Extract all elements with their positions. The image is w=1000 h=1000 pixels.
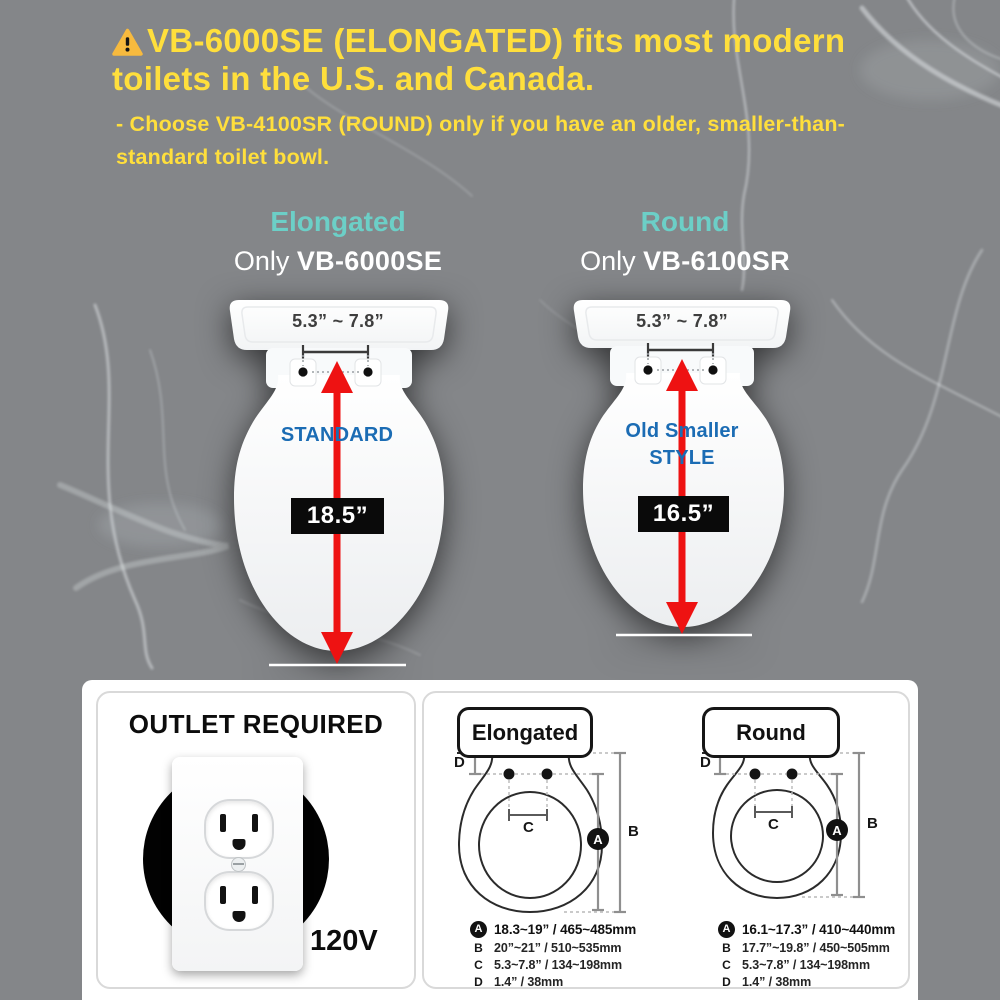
- outlet-slot-icon: [252, 814, 258, 832]
- subtitle-line2: standard toilet bowl.: [116, 145, 330, 169]
- header-title: [112, 22, 912, 98]
- table-row: [470, 957, 636, 973]
- round-top-width-label: 5.3” ~ 7.8”: [636, 311, 728, 331]
- elongated-model-line: [208, 246, 468, 277]
- header-subtitle: [116, 108, 916, 174]
- table-row: [718, 957, 895, 973]
- outlet-screw-icon: [231, 857, 246, 872]
- outlet-title: OUTLET REQUIRED: [128, 709, 384, 739]
- round-length-badge: 16.5”: [638, 496, 729, 532]
- dim-a-value: 18.3~19” / 465~485mm: [494, 921, 637, 937]
- round-fit-label-line1: Old Smaller: [625, 420, 739, 442]
- dim-a-value: 16.1~17.3” / 410~440mm: [742, 921, 896, 937]
- dim-b-key: B: [722, 941, 731, 955]
- voltage-label: 120V: [310, 925, 378, 957]
- elongated-dim-d-label: D: [454, 754, 465, 771]
- dim-d-key: D: [722, 975, 731, 989]
- table-row: [718, 940, 895, 956]
- dim-b-key: B: [474, 941, 483, 955]
- dim-a-badge: A: [718, 921, 735, 938]
- dim-c-value: 5.3~7.8” / 134~198mm: [494, 958, 622, 972]
- outlet-socket-top: [204, 799, 274, 859]
- table-row: [470, 940, 636, 956]
- outlet-required-card: [96, 691, 416, 989]
- outlet-ground-hole-icon: [233, 839, 246, 850]
- round-dim-c-label: C: [768, 816, 779, 833]
- round-fit-label-line2: STYLE: [649, 447, 715, 469]
- round-dim-b-label: B: [867, 815, 878, 832]
- spec-elongated-label: Elongated: [457, 707, 593, 758]
- table-row: [470, 974, 636, 990]
- warning-icon: [112, 28, 143, 57]
- outlet-ground-hole-icon: [233, 911, 246, 922]
- round-dimension-table: [718, 920, 895, 991]
- elongated-top-width-label: 5.3” ~ 7.8”: [292, 311, 384, 331]
- header-title-line2: toilets in the U.S. and Canada.: [112, 60, 595, 97]
- spec-round-label: Round: [702, 707, 840, 758]
- dim-d-key: D: [474, 975, 483, 989]
- elongated-style-heading: Elongated: [270, 206, 406, 237]
- round-style-heading: Round: [640, 206, 730, 237]
- dimensions-spec-card: [422, 691, 910, 989]
- outlet-faceplate: [172, 757, 303, 971]
- round-model-line: [555, 246, 815, 277]
- elongated-fit-label: STANDARD: [280, 424, 394, 446]
- dim-c-value: 5.3~7.8” / 134~198mm: [742, 958, 870, 972]
- round-dim-a-badge: A: [826, 819, 848, 841]
- elongated-model: VB-6000SE: [296, 246, 443, 276]
- title-text-line1: VB-6000SE (ELONGATED) fits most modern: [147, 22, 846, 59]
- round-dim-d-label: D: [700, 754, 711, 771]
- table-row: [718, 920, 895, 938]
- dim-b-value: 17.7”~19.8” / 450~505mm: [742, 941, 890, 955]
- round-fit-label: [607, 418, 757, 472]
- subtitle-line1: - Choose VB-4100SR (ROUND) only if you have an older, smaller-than-: [116, 112, 846, 136]
- elongated-length-badge: 18.5”: [291, 498, 384, 534]
- header-title-line1: [112, 22, 912, 60]
- bottom-panel-strip: [82, 680, 918, 1000]
- dim-d-value: 1.4” / 38mm: [742, 975, 812, 989]
- elongated-only-prefix: Only: [233, 246, 297, 276]
- dim-d-value: 1.4” / 38mm: [494, 975, 564, 989]
- outlet-slot-icon: [220, 814, 226, 832]
- elongated-dimension-table: [470, 920, 636, 991]
- dim-b-value: 20”~21” / 510~535mm: [494, 941, 622, 955]
- dim-c-key: C: [722, 958, 731, 972]
- round-only-prefix: Only: [580, 246, 644, 276]
- dim-c-key: C: [474, 958, 483, 972]
- outlet-socket-bottom: [204, 871, 274, 931]
- elongated-dim-b-label: B: [628, 823, 639, 840]
- table-row: [718, 974, 895, 990]
- outlet-slot-icon: [252, 886, 258, 904]
- table-row: [470, 920, 636, 938]
- round-model: VB-6100SR: [643, 246, 790, 276]
- elongated-dim-a-badge: A: [587, 828, 609, 850]
- dim-a-badge: A: [470, 921, 487, 938]
- elongated-seat-figure: [224, 297, 454, 675]
- outlet-slot-icon: [220, 886, 226, 904]
- elongated-dim-c-label: C: [523, 819, 534, 836]
